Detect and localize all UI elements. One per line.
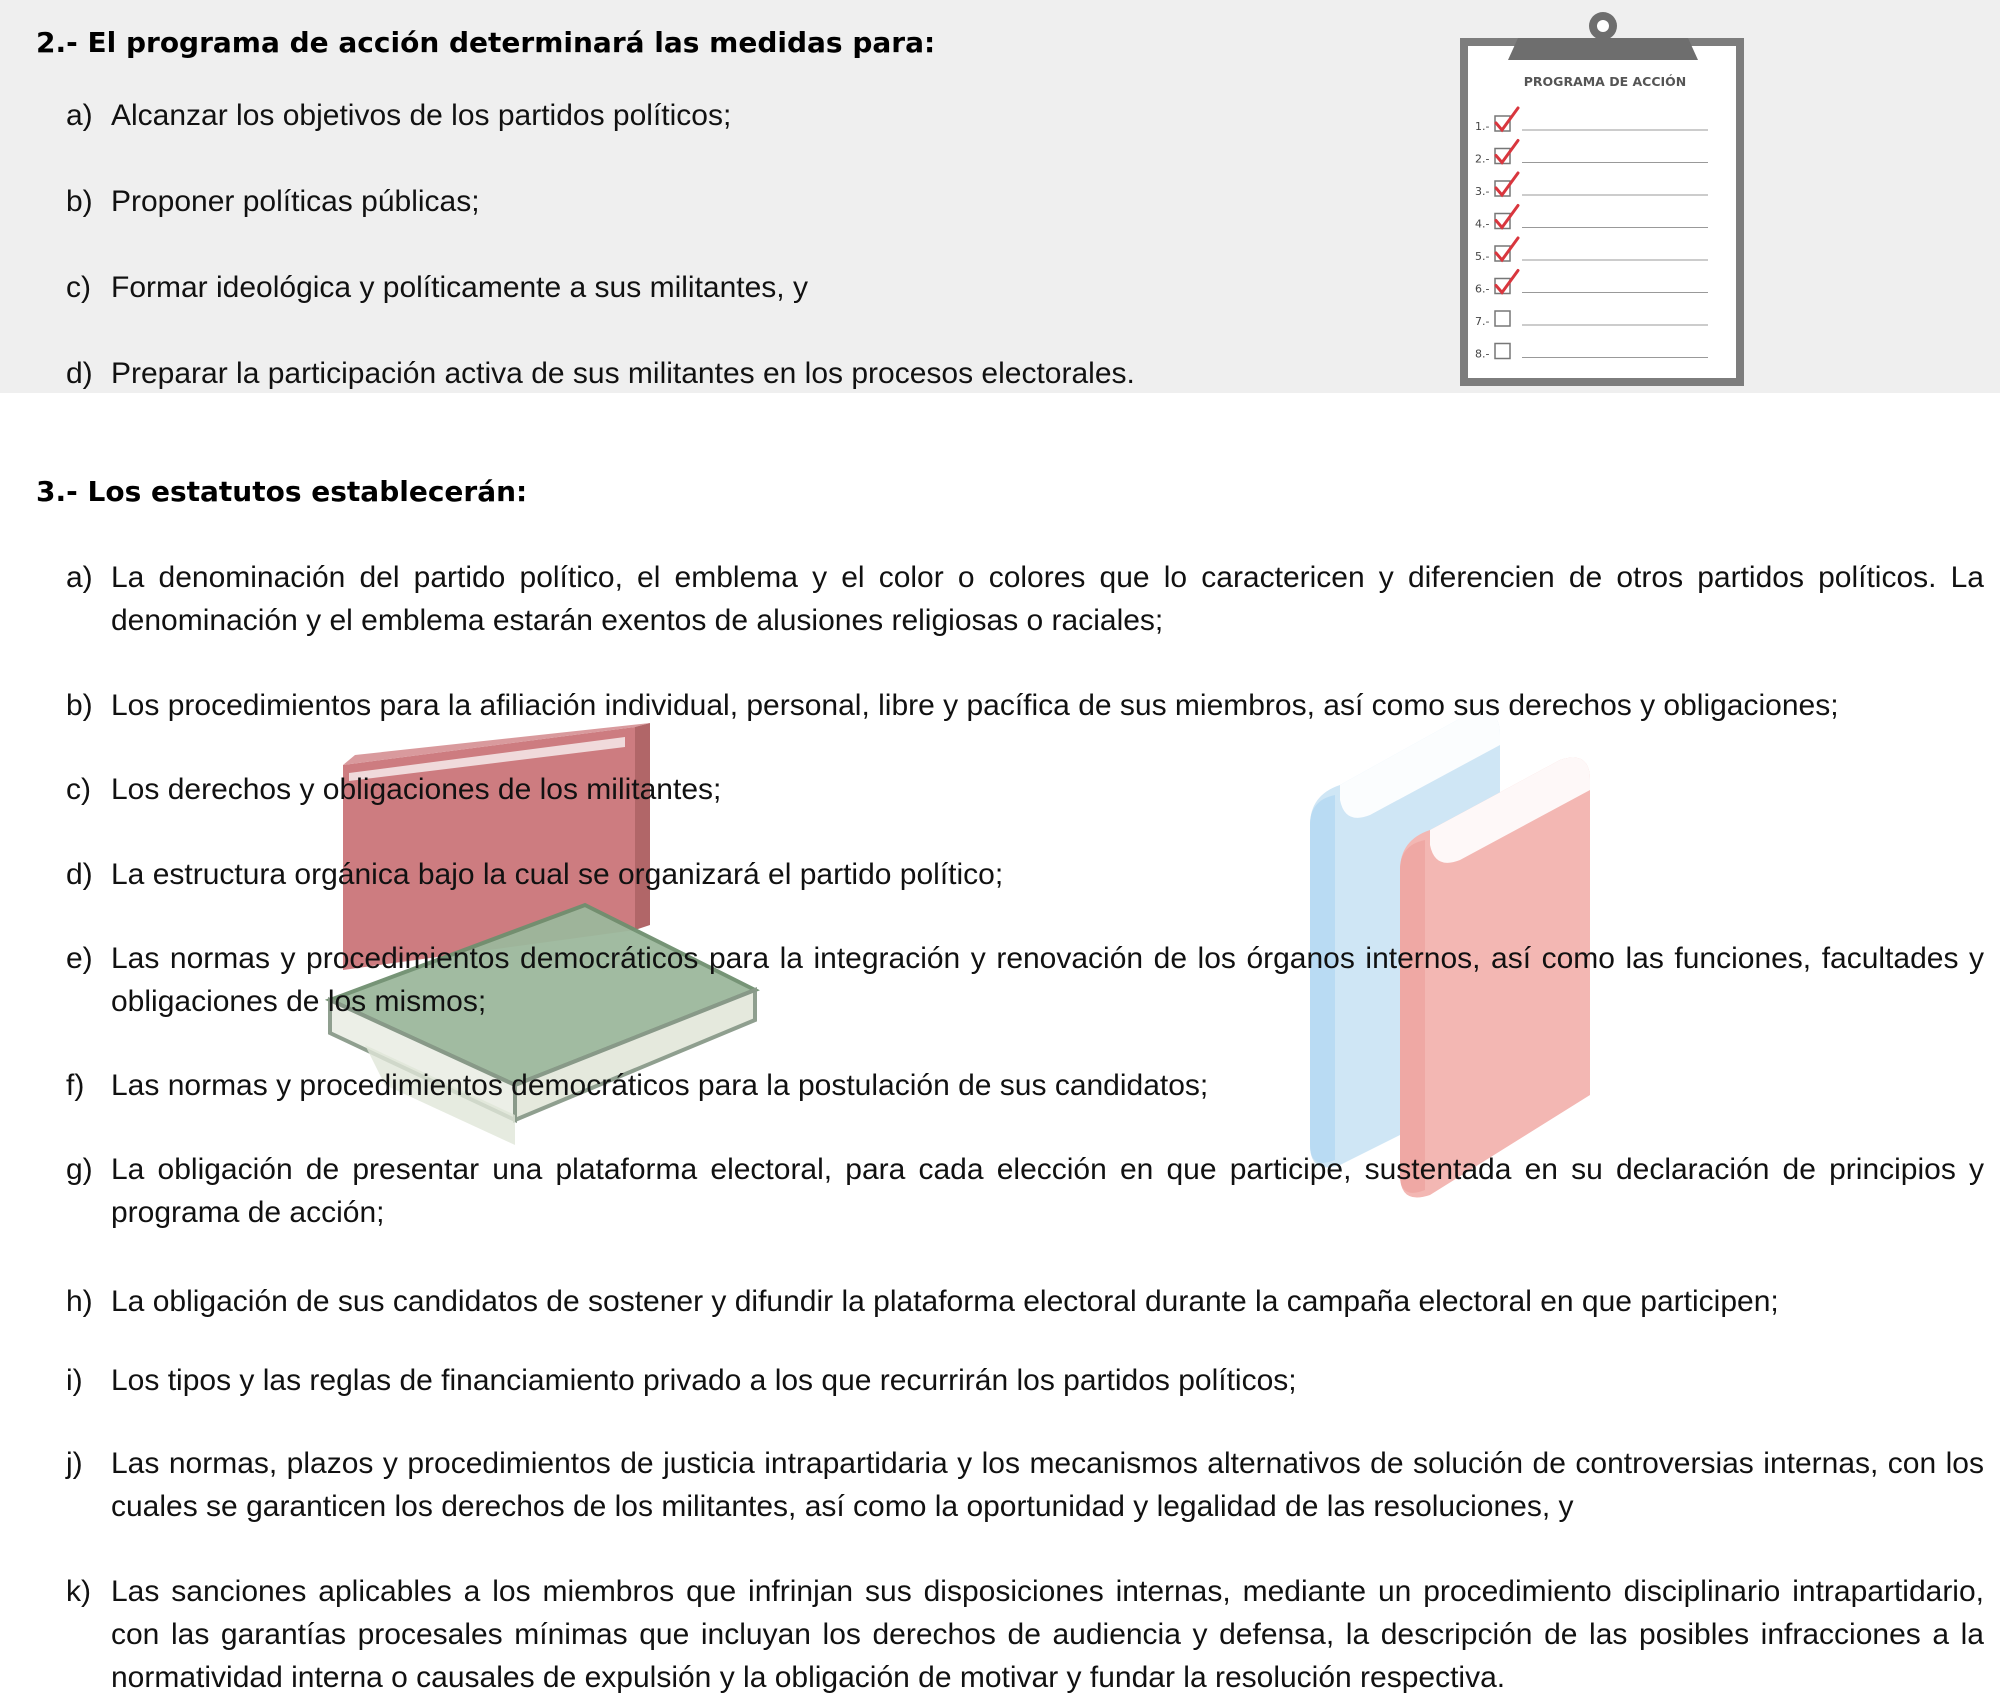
item-text: Formar ideológica y políticamente a sus militantes, y <box>111 271 808 304</box>
item-text: Preparar la participación activa de sus militantes en los procesos electorales. <box>111 357 1135 390</box>
item-letter: g) <box>66 1153 93 1186</box>
item-letter: a) <box>66 561 93 594</box>
clipboard-row-label: 6.- <box>1475 282 1490 296</box>
item-text: La obligación de presentar una plataforma electoral, para cada elección en que participe, sustentada en su declaración de principios y programa de acción; <box>111 1153 1984 1229</box>
item-text: Los procedimientos para la afiliación individual, personal, libre y pacífica de sus miembros, así como sus derechos y obligaciones; <box>111 689 1839 722</box>
item-letter: a) <box>66 99 93 132</box>
item-letter: b) <box>66 185 93 218</box>
section-3-heading: 3.- Los estatutos establecerán: <box>36 475 528 508</box>
item-letter: k) <box>66 1575 91 1608</box>
clipboard-row-label: 5.- <box>1475 250 1490 263</box>
section-2-heading: 2.- El programa de acción determinará las medidas para: <box>36 26 936 59</box>
clipboard-title: PROGRAMA DE ACCIÓN <box>1523 74 1687 89</box>
checkbox-icon <box>1495 344 1510 359</box>
item-text: Alcanzar los objetivos de los partidos políticos; <box>111 99 732 132</box>
item-text: La obligación de sus candidatos de sostener y difundir la plataforma electoral durante la campaña electoral en que participen; <box>111 1285 1779 1318</box>
clipboard-icon <box>1460 8 1746 386</box>
clipboard-row-label: 8.- <box>1475 347 1490 361</box>
item-text: Las normas, plazos y procedimientos de justicia intrapartidaria y los mecanismos alternativos de solución de controversias internas, con los cuales se garanticen los derechos de los militantes, así como la oportunidad y legalidad de las resoluciones, y <box>111 1447 1984 1523</box>
item-letter: c) <box>66 271 91 304</box>
item-text: Las normas y procedimientos democráticos para la integración y renovación de los órganos internos, así como las funciones, facultades y obligaciones de los mismos; <box>111 942 1984 1018</box>
item-text: La estructura orgánica bajo la cual se organizará el partido político; <box>111 858 1004 891</box>
item-letter: d) <box>66 858 93 891</box>
item-letter: h) <box>66 1285 93 1318</box>
item-text: Los derechos y obligaciones de los militantes; <box>111 773 722 806</box>
item-letter: f) <box>66 1069 85 1102</box>
clipboard-row-label: 1.- <box>1475 120 1490 133</box>
item-letter: c) <box>66 773 91 806</box>
item-letter: i) <box>66 1364 83 1397</box>
item-text: Los tipos y las reglas de financiamiento privado a los que recurrirán los partidos políticos; <box>111 1364 1297 1397</box>
clipboard-row-label: 2.- <box>1475 152 1490 166</box>
item-letter: b) <box>66 689 93 722</box>
item-letter: j) <box>66 1447 83 1480</box>
item-letter: d) <box>66 357 93 390</box>
clipboard-row-label: 3.- <box>1475 185 1490 198</box>
checkbox-icon <box>1495 311 1510 326</box>
item-text: La denominación del partido político, el emblema y el color o colores que lo caractericen y diferencien de otros partidos políticos. La denominación y el emblema estarán exentos de alusiones religiosas o raciales; <box>111 561 1984 637</box>
clipboard-row-label: 4.- <box>1475 217 1490 231</box>
item-text: Las normas y procedimientos democráticos para la postulación de sus candidatos; <box>111 1069 1209 1102</box>
item-text: Las sanciones aplicables a los miembros que infrinjan sus disposiciones internas, mediante un procedimiento disciplinario intrapartidario, con las garantías procesales mínimas que incluyan los derechos de audiencia y defensa, la descripción de las posibles infracciones a la normatividad interna o causales de expulsión y la obligación de motivar y fundar la resolución respectiva. <box>111 1575 1984 1694</box>
item-letter: e) <box>66 942 93 975</box>
clipboard-row-label: 7.- <box>1475 315 1490 328</box>
item-text: Proponer políticas públicas; <box>111 185 480 218</box>
